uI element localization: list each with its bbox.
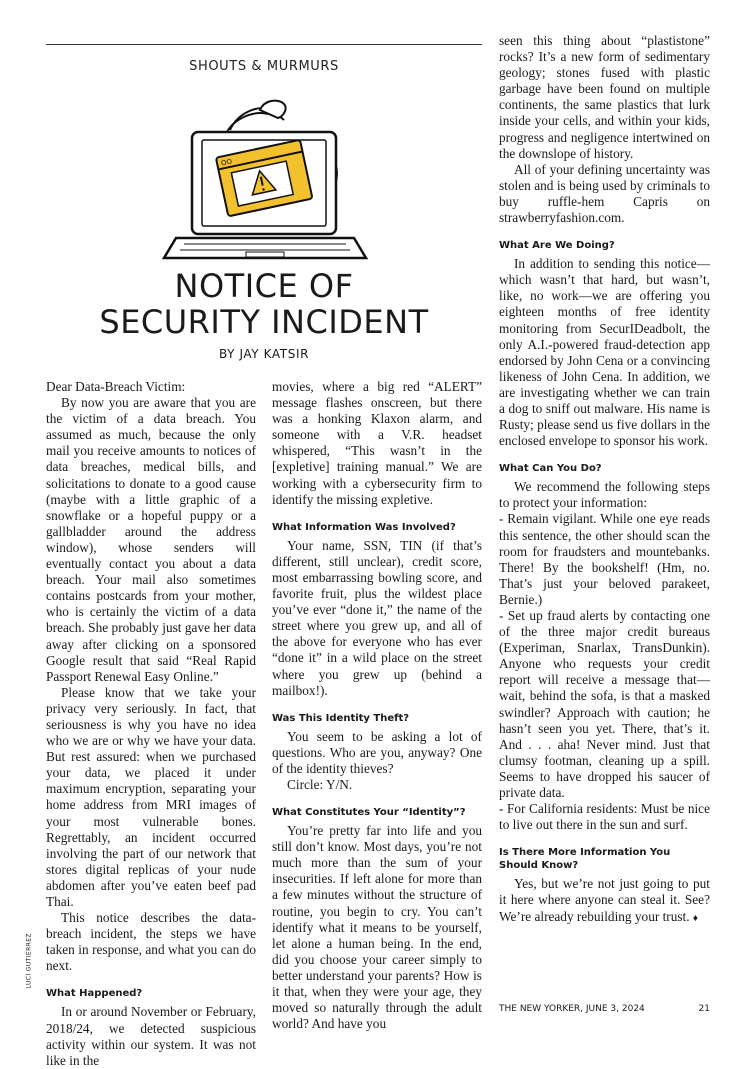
byline: BY JAY KATSIR bbox=[218, 347, 310, 361]
list-item: - Set up fraud alerts by contacting one of the three major credit bureaus (Experiman, Snarlax, TransDunkin). Anyone who requests your credit report will receive a message that—wait, behind the sofa, is that a masked swindler? Approach with caution; he hasn’t seen you yet. There, that’s it. And . . . aha! Never mind. Just that clumsy footman, cleaning up a spill. Seems to have dropped his saucer of private data. bbox=[499, 608, 710, 801]
paragraph: You seem to be asking a lot of questions. Who are you, anyway? One of the identity thieves? bbox=[272, 728, 482, 776]
paragraph: movies, where a big red “ALERT” message flashes onscreen, but there was a honking Klaxon alarm, and someone with a V.R. headset whispered, “This wasn’t in the [expletive] training manual.” We are working with a cybersecurity firm to identify the missing expletive. bbox=[272, 379, 482, 507]
credit-text: LUCI GUTIÉRREZ bbox=[25, 933, 33, 989]
list-item: - Remain vigilant. While one eye reads this sentence, the other should scan the room for fraudsters and mountebanks. There! By the bookshelf! (Hm, no. That’s just your beloved parakeet, Bernie.) bbox=[499, 511, 710, 607]
paragraph: Your name, SSN, TIN (if that’s different, still unclear), credit score, most embarrassing bowling score, and favorite fruit, plus the wildest place you’ve ever “done it,” the name of the street where you grew up, and all of the above for everyone who has ever “done it” in a wild place on the street where you grew up (behind a mailbox!). bbox=[272, 537, 482, 698]
paragraph: This notice describes the data-breach incident, the steps we have taken in response, and what you can do next. bbox=[46, 910, 256, 974]
paragraph: All of your defining uncertainty was stolen and is being used by criminals to buy ruffle-hem Capris on strawberryfashion.com. bbox=[499, 161, 710, 226]
illustration-credit bbox=[22, 926, 36, 992]
list-item: - For California residents: Must be nice to live out there in the sun and surf. bbox=[499, 801, 710, 833]
top-rule bbox=[46, 44, 482, 45]
paragraph: We recommend the following steps to protect your information: bbox=[499, 479, 710, 511]
closing-text: Yes, but we’re not just going to put it here where anyone can steal it. See? We’re already rebuilding your trust. bbox=[499, 876, 710, 924]
section-heading: What Information Was Involved? bbox=[272, 521, 456, 533]
headline bbox=[46, 268, 482, 340]
column-3 bbox=[499, 33, 710, 927]
folio: THE NEW YORKER, JUNE 3, 2024 bbox=[499, 1004, 645, 1014]
section-heading: Is There More Information You Should Know? bbox=[499, 847, 671, 872]
paragraph: In or around November or February, 2018/24, we detected suspicious activity within our system. It was not like in the bbox=[46, 1004, 256, 1068]
window-tab-label: OO bbox=[220, 157, 233, 168]
laptop-warning-illustration bbox=[160, 90, 370, 275]
section-heading: What Can You Do? bbox=[499, 463, 602, 475]
page-number: 21 bbox=[698, 1004, 710, 1014]
paragraph: By now you are aware that you are the victim of a data breach. You assumed as much, because the only mail you receive amounts to notices of data breaches, medical bills, and solicitations to donate to a good cause (maybe with a little graphic of a snowflake or a hopeful puppy or a gallbladder around the address window), whose senders will eventually contact you about a data breach. Your mail also sometimes contains postcards from your mother, who is certainly the victim of a data breach. She probably just gave her data away after clicking on a sponsored Google result that said “Real Rapid Passport Renewal Easy Online.” bbox=[46, 395, 256, 684]
end-mark-icon: ♦ bbox=[692, 912, 698, 924]
paragraph: Circle: Y/N. bbox=[287, 776, 353, 792]
section-heading: Was This Identity Theft? bbox=[272, 712, 410, 724]
headline-line-2: SECURITY INCIDENT bbox=[99, 303, 429, 341]
paragraph: You’re pretty far into life and you still don’t know. Most days, you’re not much more than the sum of your insecurities. If left alone for more than a few minutes without the structure of routine, you begin to cry. You can’t identify what it means to be yourself, let alone a human being. In the end, did you choose your career simply to better understand your parents? How is it that, when they were your age, they moved so naturally through the adult world? And have you bbox=[272, 823, 482, 1032]
paragraph: In addition to sending this notice—which wasn’t that hard, but wasn’t, like, no work—we are offering you eighteen months of free identity monitoring from SecurIDeadbolt, the only A.I.-powered fraud-detection app endorsed by John Cena or a convincing likeness of John Cena. In addition, we are investigating whether we can train a dog to sniff out malware. His name is Rusty; please send us five dollars in the enclosed envelope to sponsor his work. bbox=[499, 256, 710, 449]
section-heading: What Happened? bbox=[46, 988, 143, 1000]
paragraph bbox=[499, 876, 710, 926]
paragraph: seen this thing about “plastistone” rocks? It’s a new form of sedimentary geology; stones fused with plastic garbage have been found on multiple continents, the same plastics that lurk inside your cells, and within your kids, progress and negligence intertwined on the downslope of history. bbox=[499, 33, 710, 161]
section-heading: What Are We Doing? bbox=[499, 240, 615, 252]
department-label: SHOUTS & MURMURS bbox=[189, 59, 339, 74]
paragraph: Please know that we take your privacy very seriously. In fact, that seriousness is why you have no idea who we are or why we have your data. But rest assured: when we purchased your data, we placed it under maximum encryption, separating your home address from MRI images of your most vulnerable bones. Regrettably, an incident occurred involving the part of our network that stores digital replicas of your nude abdomen after you’ve eaten beef pad Thai. bbox=[46, 684, 256, 909]
headline-line-1: NOTICE OF bbox=[174, 267, 354, 305]
page-footer bbox=[499, 1004, 710, 1014]
salutation: Dear Data-Breach Victim: bbox=[46, 379, 186, 394]
column-2 bbox=[272, 379, 482, 1032]
column-1 bbox=[46, 379, 256, 1069]
section-heading: What Constitutes Your “Identity”? bbox=[272, 807, 466, 819]
